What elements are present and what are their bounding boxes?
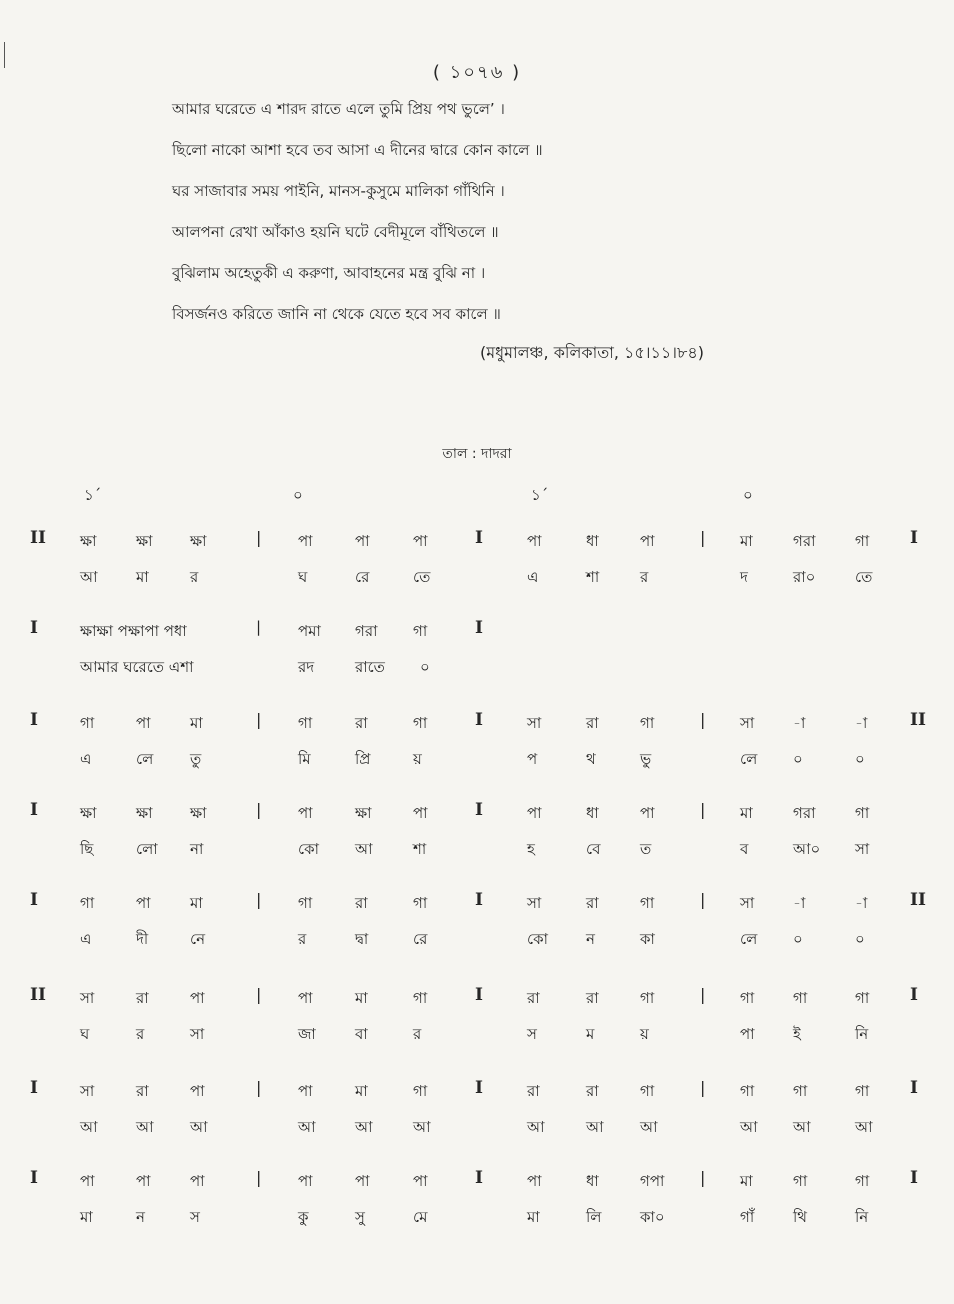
lyric-syllable: ত xyxy=(640,840,652,858)
lyric-syllable: স xyxy=(190,1208,200,1226)
note-cell: পা xyxy=(298,1082,313,1100)
lyric-syllable: আ xyxy=(298,1118,316,1136)
note-cell: গরা xyxy=(793,804,816,822)
lyric-syllable: আ xyxy=(136,1118,154,1136)
bar-line: I xyxy=(475,618,483,638)
note-cell: পা xyxy=(413,804,428,822)
vibhag-separator: | xyxy=(256,710,262,729)
note-cell: গা xyxy=(640,714,655,732)
lyric-syllable: রদ xyxy=(298,658,315,676)
lyric-syllable: বে xyxy=(586,840,601,858)
lyric-syllable: রাতে xyxy=(355,658,385,676)
lyric-syllable: লে xyxy=(740,750,758,768)
vibhag-separator: | xyxy=(256,985,262,1004)
lyric-syllable: র xyxy=(640,568,649,586)
note-cell: গপা xyxy=(640,1172,665,1190)
note-cell: রা xyxy=(586,1082,599,1100)
note-cell: গা xyxy=(640,894,655,912)
lyric-syllable: এ xyxy=(527,568,539,586)
lyric-syllable: র xyxy=(190,568,199,586)
note-cell: মা xyxy=(190,894,203,912)
taal-heading: তাল : দাদরা xyxy=(442,446,512,462)
bar-line: I xyxy=(475,1078,483,1098)
note-cell: গা xyxy=(640,989,655,1007)
notation-row xyxy=(0,700,954,738)
note-cell: গরা xyxy=(793,532,816,550)
lyric-syllable: আ xyxy=(640,1118,658,1136)
note-cell: পা xyxy=(136,894,151,912)
note-cell: পা xyxy=(298,1172,313,1190)
note-cell: গা xyxy=(793,1082,808,1100)
lyric-syllable: আ xyxy=(190,1118,208,1136)
lyric-syllable: আ xyxy=(740,1118,758,1136)
lyric-syllable: রে xyxy=(413,930,428,948)
lyric-syllable: ০ xyxy=(793,930,803,948)
note-cell: ক্ষা xyxy=(136,804,153,822)
vibhag-separator: | xyxy=(700,1078,706,1097)
notation-row xyxy=(0,518,954,556)
note-cell: ক্ষাক্ষা পক্ষাপা পধা xyxy=(80,622,187,640)
lyric-syllable: নে xyxy=(190,930,206,948)
lyric-syllable: ০ xyxy=(793,750,803,768)
note-cell: পা xyxy=(190,1172,205,1190)
note-cell: গা xyxy=(855,804,870,822)
lyric-syllable: য় xyxy=(413,750,422,768)
vibhag-separator: | xyxy=(700,985,706,1004)
lyric-syllable: লি xyxy=(586,1208,602,1226)
bar-line: I xyxy=(475,890,483,910)
vibhag-separator: | xyxy=(700,800,706,819)
note-cell: পা xyxy=(190,1082,205,1100)
lyric-syllable: আ xyxy=(413,1118,431,1136)
lyric-syllable: আ xyxy=(527,1118,545,1136)
lyric-syllable: লো xyxy=(136,840,158,858)
lyric-row xyxy=(0,1013,954,1051)
note-cell: গা xyxy=(855,1172,870,1190)
bar-line: I xyxy=(475,800,483,820)
lyric-syllable: মা xyxy=(527,1208,540,1226)
lyric-syllable: স xyxy=(527,1025,537,1043)
vibhag-separator: | xyxy=(700,710,706,729)
vibhag-separator: | xyxy=(256,1168,262,1187)
note-cell: সা xyxy=(740,714,755,732)
note-cell: মা xyxy=(190,714,203,732)
note-cell: পা xyxy=(298,989,313,1007)
lyric-syllable: নি xyxy=(855,1025,869,1043)
lyric-syllable: ঘ xyxy=(298,568,308,586)
note-cell: গা xyxy=(740,989,755,1007)
note-cell: গরা xyxy=(355,622,378,640)
vibhag-separator: | xyxy=(256,890,262,909)
vibhag-separator: | xyxy=(700,890,706,909)
note-cell: ক্ষা xyxy=(80,804,97,822)
lyric-syllable: আ xyxy=(855,1118,873,1136)
lyric-syllable: পা xyxy=(740,1025,755,1043)
note-cell: মা xyxy=(740,804,753,822)
note-cell: রা xyxy=(527,1082,540,1100)
vibhag-separator: | xyxy=(256,618,262,636)
vibhag-separator: | xyxy=(256,800,262,819)
note-cell: পা xyxy=(527,1172,542,1190)
note-cell: গা xyxy=(413,1082,428,1100)
note-cell: ধা xyxy=(586,804,599,822)
vibhag-separator: | xyxy=(256,528,262,547)
lyric-row xyxy=(0,918,954,956)
lyric-row xyxy=(0,1196,954,1234)
bar-line: I xyxy=(910,1078,918,1098)
note-cell: পা xyxy=(298,532,313,550)
lyric-syllable: হ xyxy=(527,840,535,858)
lyric-line: বিসর্জনও করিতে জানি না থেকে যেতে হবে সব কালে ॥ xyxy=(172,305,501,323)
bar-line: I xyxy=(475,528,483,548)
note-cell: রা xyxy=(527,989,540,1007)
note-cell: গা xyxy=(793,989,808,1007)
vibhag-separator: | xyxy=(256,1078,262,1097)
bar-line: I xyxy=(30,1078,38,1098)
notation-row xyxy=(0,1158,954,1196)
note-cell: ধা xyxy=(586,1172,599,1190)
lyric-syllable: লে xyxy=(136,750,154,768)
note-cell: সা xyxy=(80,1082,95,1100)
lyric-syllable: সা xyxy=(855,840,870,858)
note-cell: -া xyxy=(855,714,868,732)
note-cell: গা xyxy=(413,622,428,640)
bar-line: I xyxy=(30,1168,38,1188)
note-cell: পা xyxy=(527,532,542,550)
lyric-syllable: র xyxy=(298,930,307,948)
lyric-row-special xyxy=(0,648,954,684)
lyric-syllable: আ xyxy=(80,1118,98,1136)
lyric-syllable: রা০ xyxy=(793,568,816,586)
lyric-syllable: আ xyxy=(355,840,373,858)
bar-line: I xyxy=(30,800,38,820)
notation-row xyxy=(0,790,954,828)
note-cell: রা xyxy=(355,894,368,912)
lyric-syllable: কো xyxy=(527,930,548,948)
page-number: ( ১০৭৬ ) xyxy=(432,62,522,83)
bar-line: II xyxy=(30,528,46,548)
lyric-syllable: র xyxy=(136,1025,145,1043)
lyric-syllable: র xyxy=(413,1025,422,1043)
note-cell: গা xyxy=(855,532,870,550)
note-cell: পা xyxy=(355,532,370,550)
lyrics xyxy=(172,98,543,344)
note-cell: রা xyxy=(586,989,599,1007)
lyric-syllable: শা xyxy=(413,840,427,858)
lyric-syllable: সা xyxy=(190,1025,205,1043)
lyric-syllable: দী xyxy=(136,930,149,948)
lyric-syllable: প্রি xyxy=(355,750,371,768)
lyric-syllable: মি xyxy=(298,750,311,768)
note-cell: গা xyxy=(80,714,95,732)
lyric-syllable: প xyxy=(527,750,538,768)
vibhag-separator: | xyxy=(700,528,706,547)
lyric-syllable: কা xyxy=(640,930,655,948)
lyric-syllable: তু xyxy=(190,750,202,768)
lyric-line: বুঝিলাম অহেতুকী এ করুণা, আবাহনের মন্ত্র বুঝি না । xyxy=(172,264,486,282)
bar-line: I xyxy=(30,890,38,910)
lyric-syllable: তে xyxy=(413,568,431,586)
lyric-syllable: ০ xyxy=(855,930,865,948)
note-cell: পা xyxy=(136,714,151,732)
lyric-syllable: শা xyxy=(586,568,600,586)
lyric-line: আমার ঘরেতে এ শারদ রাতে এলে তুমি প্রিয় পথ ভুলে’ । xyxy=(172,100,505,118)
lyric-syllable: ন xyxy=(136,1208,145,1226)
note-cell: গা xyxy=(740,1082,755,1100)
bar-line: II xyxy=(910,710,926,730)
note-cell: গা xyxy=(298,894,313,912)
beat-mark: ১´ xyxy=(84,486,102,504)
note-cell: ধা xyxy=(586,532,599,550)
note-cell: -া xyxy=(793,714,806,732)
lyric-syllable: মে xyxy=(413,1208,428,1226)
lyric-syllable: এ xyxy=(80,930,92,948)
lyric-syllable: থ xyxy=(586,750,596,768)
lyric-syllable: এ xyxy=(80,750,92,768)
lyric-syllable: দ xyxy=(740,568,748,586)
bar-line: I xyxy=(475,710,483,730)
note-cell: পা xyxy=(640,532,655,550)
beat-mark: ০ xyxy=(743,486,753,504)
bar-line: I xyxy=(475,985,483,1005)
lyric-syllable: আ xyxy=(80,568,98,586)
lyric-syllable: জা xyxy=(298,1025,316,1043)
lyric-syllable: আ০ xyxy=(793,840,821,858)
notation-row xyxy=(0,1068,954,1106)
notation-row-special xyxy=(0,612,954,648)
lyric-syllable: থি xyxy=(793,1208,808,1226)
notation-row xyxy=(0,880,954,918)
note-cell: -া xyxy=(793,894,806,912)
note-cell: পা xyxy=(640,804,655,822)
note-cell: সা xyxy=(740,894,755,912)
lyric-row xyxy=(0,1106,954,1144)
lyric-syllable: ঘ xyxy=(80,1025,90,1043)
note-cell: পমা xyxy=(298,622,321,640)
lyric-syllable: ম xyxy=(586,1025,595,1043)
note-cell: গা xyxy=(80,894,95,912)
note-cell: রা xyxy=(136,989,149,1007)
note-cell: গা xyxy=(413,894,428,912)
lyric-syllable: আমার ঘরেতে এশা xyxy=(80,658,194,676)
note-cell: পা xyxy=(413,532,428,550)
lyric-syllable: আ xyxy=(355,1118,373,1136)
note-cell: সা xyxy=(527,714,542,732)
note-cell: সা xyxy=(80,989,95,1007)
note-cell: গা xyxy=(793,1172,808,1190)
note-cell: পা xyxy=(80,1172,95,1190)
lyric-syllable: মা xyxy=(136,568,149,586)
bar-line: II xyxy=(910,890,926,910)
lyric-syllable: নি xyxy=(855,1208,869,1226)
note-cell: পা xyxy=(190,989,205,1007)
lyric-syllable: ন xyxy=(586,930,595,948)
lyric-syllable: ০ xyxy=(420,658,430,676)
lyric-syllable: আ xyxy=(586,1118,604,1136)
lyric-syllable: রে xyxy=(355,568,370,586)
note-cell: গা xyxy=(855,1082,870,1100)
source-citation: (মধুমালঞ্চ, কলিকাতা, ১৫।১১।৮৪) xyxy=(480,343,705,362)
lyric-syllable: ০ xyxy=(855,750,865,768)
bar-line: I xyxy=(910,985,918,1005)
lyric-syllable: কা০ xyxy=(640,1208,665,1226)
lyric-row xyxy=(0,738,954,776)
lyric-line: আলপনা রেখা আঁকাও হয়নি ঘটে বেদীমূলে বাঁথিতলে ॥ xyxy=(172,223,499,241)
note-cell: গা xyxy=(640,1082,655,1100)
bar-line: I xyxy=(475,1168,483,1188)
lyric-syllable: তে xyxy=(855,568,873,586)
lyric-row xyxy=(0,828,954,866)
lyric-line: ঘর সাজাবার সময় পাইনি, মানস-কুসুমে মালিকা গাঁথিনি । xyxy=(172,182,505,200)
note-cell: মা xyxy=(740,532,753,550)
note-cell: পা xyxy=(298,804,313,822)
vibhag-separator: | xyxy=(700,1168,706,1187)
lyric-syllable: য় xyxy=(640,1025,649,1043)
note-cell: পা xyxy=(136,1172,151,1190)
lyric-line: ছিলো নাকো আশা হবে তব আসা এ দীনের দ্বারে কোন কালে ॥ xyxy=(172,141,543,159)
note-cell: পা xyxy=(413,1172,428,1190)
note-cell: ক্ষা xyxy=(190,532,207,550)
bar-line: I xyxy=(910,1168,918,1188)
note-cell: রা xyxy=(586,894,599,912)
lyric-syllable: মা xyxy=(80,1208,93,1226)
note-cell: ক্ষা xyxy=(355,804,372,822)
lyric-syllable: ব xyxy=(740,840,749,858)
lyric-syllable: না xyxy=(190,840,204,858)
note-cell: রা xyxy=(355,714,368,732)
note-cell: গা xyxy=(855,989,870,1007)
lyric-syllable: ছি xyxy=(80,840,94,858)
notation-row xyxy=(0,975,954,1013)
bar-line: I xyxy=(30,618,38,638)
note-cell: রা xyxy=(586,714,599,732)
lyric-syllable: গাঁ xyxy=(740,1208,755,1226)
bar-line: I xyxy=(30,710,38,730)
bar-line: II xyxy=(30,985,46,1005)
note-cell: পা xyxy=(355,1172,370,1190)
note-cell: ক্ষা xyxy=(190,804,207,822)
beat-mark: ০ xyxy=(293,486,303,504)
lyric-syllable: দ্বা xyxy=(355,930,369,948)
bar-line: I xyxy=(910,528,918,548)
lyric-syllable: লে xyxy=(740,930,758,948)
note-cell: ক্ষা xyxy=(80,532,97,550)
lyric-syllable: ই xyxy=(793,1025,801,1043)
note-cell: পা xyxy=(527,804,542,822)
note-cell: রা xyxy=(136,1082,149,1100)
note-cell: -া xyxy=(855,894,868,912)
lyric-syllable: সু xyxy=(355,1208,365,1226)
note-cell: গা xyxy=(413,989,428,1007)
note-cell: মা xyxy=(355,1082,368,1100)
note-cell: গা xyxy=(413,714,428,732)
lyric-row xyxy=(0,556,954,594)
note-cell: গা xyxy=(298,714,313,732)
lyric-syllable: ভু xyxy=(640,750,652,768)
lyric-syllable: আ xyxy=(793,1118,811,1136)
note-cell: ক্ষা xyxy=(136,532,153,550)
lyric-syllable: বা xyxy=(355,1025,368,1043)
note-cell: সা xyxy=(527,894,542,912)
lyric-syllable: কু xyxy=(298,1208,309,1226)
beat-mark: ১´ xyxy=(531,486,549,504)
note-cell: মা xyxy=(740,1172,753,1190)
note-cell: মা xyxy=(355,989,368,1007)
lyric-syllable: কো xyxy=(298,840,319,858)
